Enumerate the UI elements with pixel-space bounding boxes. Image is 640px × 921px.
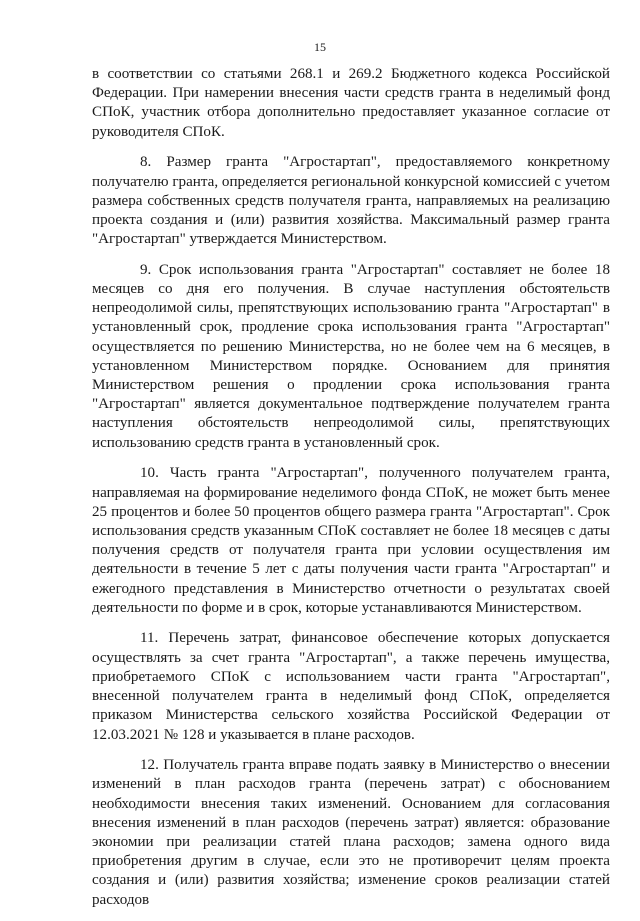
- paragraph: 11. Перечень затрат, финансовое обеспечение которых допускается осуществлять за счет гранта "Агростартап", а также перечень имущества, приобретаемого СПоК с использованием части гранта "Агростартап", внесенной получателем гранта в неделимый фонд СПоК, определяется приказом Министерства сельского хозяйства Российской Федерации от 12.03.2021 № 128 и указывается в плане расходов.: [92, 630, 610, 743]
- paragraph: 12. Получатель гранта вправе подать заявку в Министерство о внесении изменений в план расходов гранта (перечень затрат) с обоснованием необходимости внесения таких изменений. Основанием для согласования внесения изменений в план расходов (перечень затрат) является: образование экономии при реализации статей плана расходов; замена одного вида приобретения другим в случае, если это не противоречит целям проекта создания и (или) развития хозяйства; изменение сроков реализации статей расходов: [92, 757, 610, 908]
- paragraph: 9. Срок использования гранта "Агростартап" составляет не более 18 месяцев со дня его получения. В случае наступления обстоятельств непреодолимой силы, препятствующих использованию гранта "Агростартап" в установленный срок, продление срока использования гранта "Агростартап" осуществляется по решению Министерства, но не более чем на 6 месяцев, в установленном Министерством порядке. Основанием для принятия Министерством решения о продлении срока использования гранта "Агростартап" является документальное подтверждение получателем гранта наступления обстоятельств непреодолимой силы, препятствующих использованию средств гранта в установленный срок.: [92, 261, 610, 451]
- paragraph: в соответствии со статьями 268.1 и 269.2 Бюджетного кодекса Российской Федерации. При намерении внесения части средств гранта в неделимый фонд СПоК, участник отбора дополнительно предоставляет указанное согласие от руководителя СПоК.: [92, 66, 610, 140]
- page-number: 15: [314, 40, 326, 54]
- document-body: [92, 65, 610, 921]
- paragraph: 10. Часть гранта "Агростартап", полученного получателем гранта, направляемая на формирование неделимого фонда СПоК, не может быть менее 25 процентов и более 50 процентов общего размера гранта "Агростартап". Срок использования средств указанным СПоК составляет не более 18 месяцев с даты получения средств от получателя гранта при условии осуществления им деятельности в течение 5 лет с даты получения части гранта "Агростартап" и ежегодного представления в Министерство отчетности о результатах своей деятельности по форме и в срок, которые устанавливаются Министерством.: [92, 465, 610, 616]
- paragraph: 8. Размер гранта "Агростартап", предоставляемого конкретному получателю гранта, определяется региональной конкурсной комиссией с учетом размера собственных средств получателя гранта, направляемых на реализацию проекта создания и (или) развития хозяйства. Максимальный размер гранта "Агростартап" утверждается Министерством.: [92, 154, 610, 248]
